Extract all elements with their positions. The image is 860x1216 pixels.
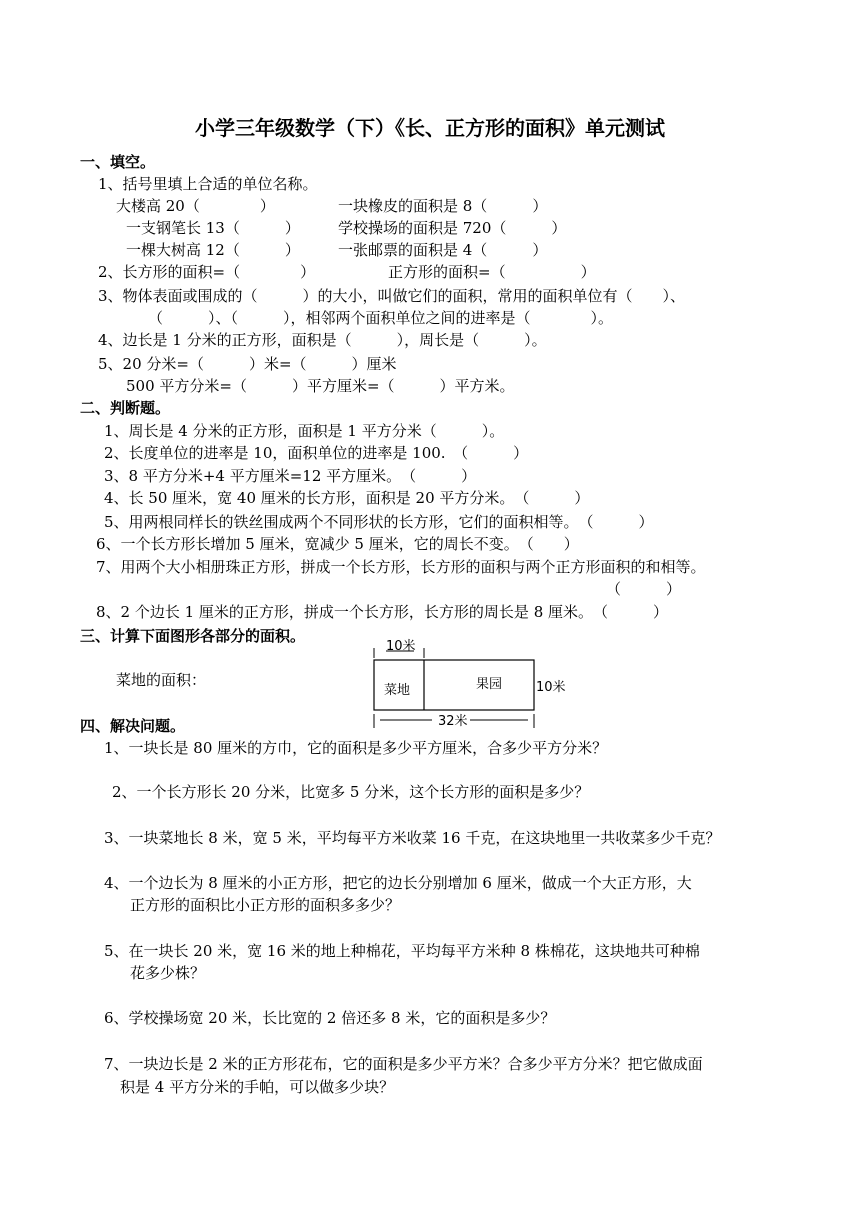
question-1-row3-right: 一张邮票的面积是 4（ ） bbox=[338, 241, 548, 259]
judge-item-3: 3、8 平方分米+4 平方厘米=12 平方厘米。 （ ） bbox=[104, 467, 477, 485]
question-5-line2: 500 平方分米=（ ）平方厘米=（ ）平方米。 bbox=[126, 377, 515, 395]
question-1-stem: 1、括号里填上合适的单位名称。 bbox=[98, 175, 318, 193]
problem-6: 6、学校操场宽 20 米，长比宽的 2 倍还多 8 米，它的面积是多少？ bbox=[104, 1009, 556, 1027]
plot-diagram bbox=[366, 636, 576, 732]
question-1-row2-left: 一支钢笔长 13（ ） bbox=[126, 219, 300, 237]
section-2-heading: 二、判断题。 bbox=[80, 399, 171, 417]
judge-item-5: 5、用两根同样长的铁丝围成两个不同形状的长方形，它们的面积相等。 （ ） bbox=[104, 513, 654, 531]
problem-3: 3、一块菜地长 8 米，宽 5 米，平均每平方米收菜 16 千克，在这块地里一共收菜多少千克？ bbox=[104, 829, 721, 847]
question-5-line1: 5、20 分米=（ ）米=（ ）厘米 bbox=[98, 355, 397, 373]
judge-item-8: 8、2 个边长 1 厘米的正方形，拼成一个长方形，长方形的周长是 8 厘米。 （ ） bbox=[96, 603, 669, 621]
problem-7-line1: 7、一块边长是 2 米的正方形花布，它的面积是多少平方米？合多少平方分米？把它做成面 bbox=[104, 1055, 703, 1073]
question-1-row1-right: 一块橡皮的面积是 8（ ） bbox=[338, 197, 548, 215]
question-4: 4、边长是 1 分米的正方形，面积是（ ），周长是（ ）。 bbox=[98, 331, 547, 349]
right-dimension-label: 10米 bbox=[536, 680, 566, 695]
judge-item-7: 7、用两个大小相册珠正方形，拼成一个长方形，长方形的面积与两个正方形面积的和相等。 bbox=[96, 558, 706, 576]
problem-2: 2、一个长方形长 20 分米，比宽多 5 分米，这个长方形的面积是多少？ bbox=[112, 783, 590, 801]
problem-4-line2: 正方形的面积比小正方形的面积多多少？ bbox=[130, 896, 401, 914]
judge-item-1: 1、周长是 4 分米的正方形，面积是 1 平方分米（ ）。 bbox=[104, 422, 505, 440]
section-4-heading: 四、解决问题。 bbox=[80, 717, 186, 735]
section-1-heading: 一、填空。 bbox=[80, 153, 156, 171]
orchard-plot-label: 果园 bbox=[476, 677, 503, 692]
problem-5-line2: 花多少株？ bbox=[130, 964, 206, 982]
question-2-square: 正方形的面积=（ ） bbox=[388, 263, 596, 281]
vegetable-plot-label: 菜地 bbox=[384, 683, 411, 698]
question-2-rectangle: 2、长方形的面积=（ ） bbox=[98, 263, 316, 281]
problem-4-line1: 4、一个边长为 8 厘米的小正方形，把它的边长分别增加 6 厘米，做成一个大正方形，大 bbox=[104, 874, 692, 892]
page-title: 小学三年级数学（下）《长、正方形的面积》单元测试 bbox=[195, 116, 665, 140]
section-3-heading: 三、计算下面图形各部分的面积。 bbox=[80, 627, 306, 645]
judge-item-2: 2、长度单位的进率是 10，面积单位的进率是 100. （ ） bbox=[104, 444, 529, 462]
judge-item-4: 4、长 50 厘米，宽 40 厘米的长方形，面积是 20 平方分米。 （ ） bbox=[104, 489, 590, 507]
question-1-row3-left: 一棵大树高 12（ ） bbox=[126, 241, 300, 259]
problem-7-line2: 积是 4 平方分米的手帕，可以做多少块？ bbox=[120, 1078, 395, 1096]
judge-item-7-bracket: （ ） bbox=[606, 580, 682, 598]
problem-1: 1、一块长是 80 厘米的方巾，它的面积是多少平方厘米，合多少平方分米？ bbox=[104, 739, 608, 757]
vegetable-area-label: 菜地的面积： bbox=[116, 671, 207, 689]
question-1-row2-right: 学校操场的面积是 720（ ） bbox=[338, 219, 567, 237]
question-3-line2: （ ）、（ ），相邻两个面积单位之间的进率是（ ）。 bbox=[148, 309, 614, 327]
top-dimension-label: 10米 bbox=[386, 639, 416, 654]
question-3-line1: 3、物体表面或围成的（ ）的大小，叫做它们的面积，常用的面积单位有（ ）、 bbox=[98, 287, 686, 305]
judge-item-6: 6、一个长方形长增加 5 厘米，宽减少 5 厘米，它的周长不变。 （ ） bbox=[96, 535, 579, 553]
problem-5-line1: 5、在一块长 20 米，宽 16 米的地上种棉花，平均每平方米种 8 株棉花，这块地共可种棉 bbox=[104, 942, 700, 960]
bottom-dimension-label: 32米 bbox=[438, 714, 468, 729]
question-1-row1-left: 大楼高 20（ ） bbox=[116, 197, 275, 215]
